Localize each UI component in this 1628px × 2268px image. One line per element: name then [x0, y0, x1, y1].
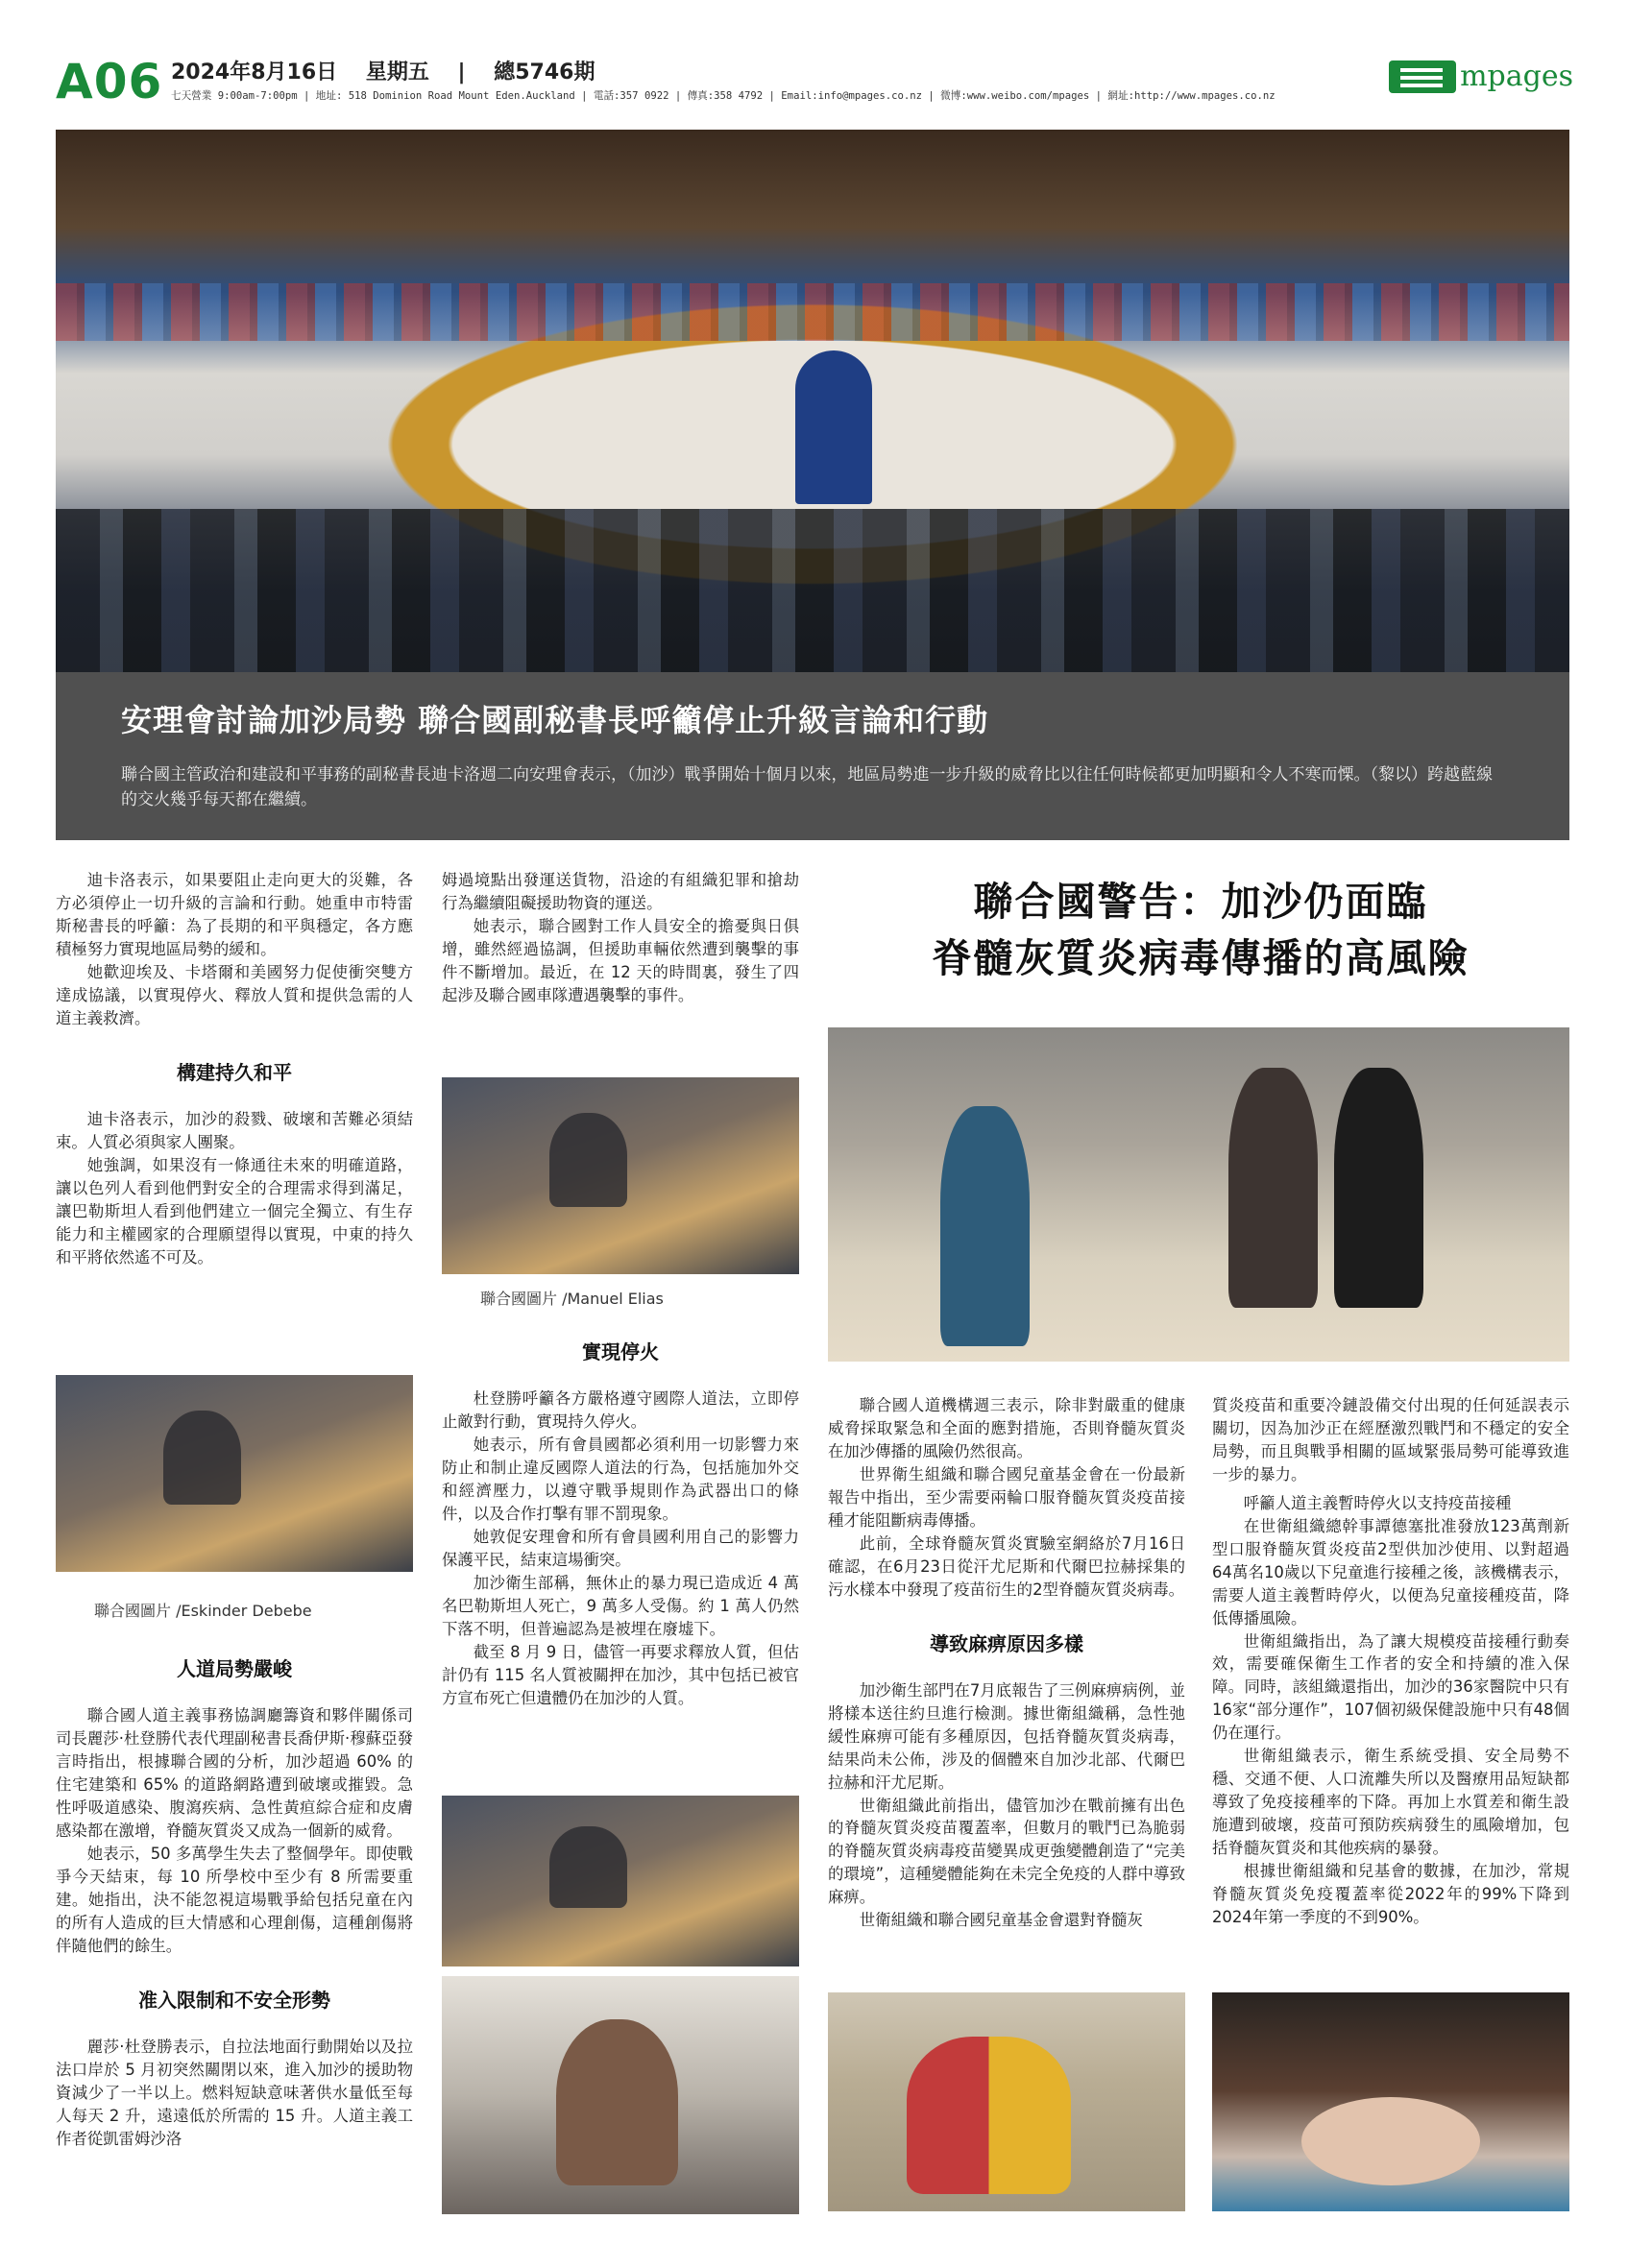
paragraph: 她表示，所有會員國都必須利用一切影響力來防止和制止違反國際人道法的行為，包括施加外交和經濟壓力，以遵守戰爭規則作為武器出口的條件，以及合作打擊有罪不罰現象。 [442, 1436, 799, 1523]
photo-un-official-speaking [442, 1077, 799, 1274]
article2-title [836, 874, 1566, 988]
brand-name: mpages [1460, 60, 1573, 93]
page-number: A06 [56, 54, 163, 109]
hero-photo-security-council [56, 130, 1569, 672]
article1-column1-top [56, 869, 413, 1269]
date-line [171, 56, 616, 85]
issue-weekday: 星期五 [365, 60, 429, 84]
article2-column3 [828, 1394, 1185, 1932]
paragraph: 杜登勝呼籲各方嚴格遵守國際人道法，立即停止敵對行動，實現持久停火。 [442, 1389, 799, 1432]
paragraph: 她敦促安理會和所有會員國利用自己的影響力保護平民，結束這場衝突。 [442, 1527, 799, 1569]
paragraph: 此前，全球脊髓灰質炎實驗室網絡於7月16日確認，在6月23日從汗尤尼斯和代爾巴拉赫採集的污水樣本中發現了疫苗衍生的2型脊髓灰質炎病毒。 [828, 1533, 1185, 1599]
photo-gaza-girls [828, 1992, 1185, 2211]
paragraph: 聯合國人道機構週三表示，除非對嚴重的健康威脅採取緊急和全面的應對措施，否則脊髓灰質炎在加沙傳播的風險仍然很高。 [828, 1396, 1185, 1460]
headline-banner [56, 672, 1569, 840]
photo-palestine-delegate [442, 1796, 799, 1966]
article2-title-line1: 聯合國警告：加沙仍面臨 [973, 879, 1428, 925]
photo-caption: 聯合國圖片 /Manuel Elias [480, 1290, 664, 1308]
hero-photo-delegates [56, 509, 1569, 672]
issue-number: 總5746期 [494, 60, 595, 84]
photo-gaza-displaced-family [828, 1027, 1569, 1362]
paragraph: 世衛組織指出，為了讓大規模疫苗接種行動奏效，需要確保衛生工作者的安全和持續的准入保障。同時，該組織還指出，加沙的36家醫院中只有16家“部分運作”，107個初級保健設施中只有48個仍在運行。 [1212, 1631, 1569, 1743]
subheading-ceasefire: 實現停火 [582, 1340, 659, 1363]
paragraph: 她歡迎埃及、卡塔爾和美國努力促使衝突雙方達成協議，以實現停火、釋放人質和提供急需的人道主義救濟。 [56, 962, 413, 1027]
article2-column4 [1212, 1394, 1569, 1929]
paragraph: 加沙衛生部門在7月底報告了三例麻痹病例，並將樣本送往約旦進行檢測。據世衛組織稱，急性弛緩性麻痹可能有多種原因，包括脊髓灰質炎病毒，結果尚未公佈，涉及的個體來自加沙北部、代爾巴拉赫和汗尤尼斯。 [828, 1680, 1185, 1792]
paragraph: 加沙衛生部稱，無休止的暴力現已造成近 4 萬名巴勒斯坦人死亡，9 萬多人受傷。約 1 萬人仍然下落不明，但普遍認為是被埋在廢墟下。 [442, 1573, 799, 1638]
paragraph: 麗莎·杜登勝表示，自拉法地面行動開始以及拉法口岸於 5 月初突然關閉以來，進入加沙的援助物資減少了一半以上。燃料短缺意味著供水量低至每人每天 2 升，遠遠低於所需的 15 升。人道主義工作者從凱雷姆沙洛 [56, 2037, 413, 2148]
paragraph: 迪卡洛表示，加沙的殺戮、破壞和苦難必須結束。人質必須與家人團聚。 [56, 1109, 413, 1151]
article1-column2-top [442, 869, 799, 1007]
paragraph: 在世衛組織總幹事譚德塞批准發放123萬劑新型口服脊髓灰質炎疫苗2型供加沙使用、以對超過64萬名10歲以下兒童進行接種之後，該機構表示，需要人道主義暫時停火，以便為兒童接種疫苗，降低傳播風險。 [1212, 1516, 1569, 1628]
date-separator: | [457, 60, 466, 84]
brand-logo [1389, 60, 1573, 93]
paragraph: 截至 8 月 9 日，儘管一再要求釋放人質，但估計仍有 115 名人質被關押在加沙，其中包括已被官方宣布死亡但遺體仍在加沙的人質。 [442, 1642, 799, 1707]
paragraph: 世衛組織和聯合國兒童基金會還對脊髓灰 [859, 1911, 1143, 1930]
photo-council-delegates [56, 1375, 413, 1572]
subheading-vaccination-pause: 呼籲人道主義暫時停火以支持疫苗接種 [1243, 1493, 1512, 1512]
subheading-humanitarian: 人道局勢嚴峻 [177, 1657, 292, 1680]
main-headline: 安理會討論加沙局勢 聯合國副秘書長呼籲停止升級言論和行動 [121, 702, 989, 738]
photo-child-vaccination [1212, 1992, 1569, 2211]
masthead [56, 46, 1573, 123]
lede-text: 聯合國主管政治和建設和平事務的副秘書長迪卡洛週二向安理會表示，（加沙）戰爭開始十個月以來，地區局勢進一步升級的威脅比以往任何時候都更加明顯和令人不寒而慄。（黎以）跨越藍線的交火幾乎每天都在繼續。 [121, 764, 1493, 809]
photo-injured-child [442, 1976, 799, 2214]
photo-caption: 聯合國圖片 /Eskinder Debebe [94, 1602, 312, 1620]
article1-column1-bottom [56, 1632, 413, 2151]
paragraph: 質炎疫苗和重要冷鏈設備交付出現的任何延誤表示關切，因為加沙正在經歷激烈戰鬥和不穩定的安全局勢，而且與戰爭相關的區域緊張局勢可能導致進一步的暴力。 [1212, 1396, 1569, 1484]
contact-info: 七天營業 9:00am-7:00pm | 地址: 518 Dominion Road Mount Eden.Auckland | 電話:357 0922 | 傳真:358 4792 | Email:info@mpages.co.nz | 微博:www.weibo.com/mpages | 網址:http://www.mpages.co.nz [171, 90, 1276, 102]
paragraph: 迪卡洛表示，如果要阻止走向更大的災難，各方必須停止一切升級的言論和行動。她重申市特雷斯秘書長的呼籲：為了長期的和平與穩定，各方應積極努力實現地區局勢的緩和。 [56, 871, 413, 958]
paragraph: 世界衛生組織和聯合國兒童基金會在一份最新報告中指出，至少需要兩輪口服脊髓灰質炎疫苗接種才能阻斷病毒傳播。 [828, 1464, 1185, 1530]
brand-mark-icon [1389, 60, 1456, 93]
paragraph: 根據世衛組織和兒基會的數據，在加沙，常規脊髓灰質炎免疫覆蓋率從2022年的99%下降到2024年第一季度的不到90%。 [1212, 1862, 1569, 1926]
hero-photo-seats [56, 283, 1569, 341]
paragraph: 她強調，如果沒有一條通往未來的明確道路，讓以色列人看到他們對安全的合理需求得到滿足，讓巴勒斯坦人看到他們建立一個完全獨立、有生存能力和主權國家的合理願望得以實現，中東的持久和平將依然遙不可及。 [56, 1155, 413, 1267]
issue-date: 2024年8月16日 [171, 60, 338, 84]
paragraph: 世衛組織表示，衛生系統受損、安全局勢不穩、交通不便、人口流離失所以及醫療用品短缺都導致了免疫接種率的下降。再加上水質差和衛生設施遭到破壞，疫苗可預防疾病發生的風險增加，包括脊髓灰質炎和其他疾病的暴發。 [1212, 1747, 1569, 1858]
paragraph: 她表示，50 多萬學生失去了整個學年。即使戰爭今天結束，每 10 所學校中至少有 8 所需要重建。她指出，決不能忽視這場戰爭給包括兒童在內的所有人造成的巨大情感和心理創傷，這種創傷將伴隨他們的餘生。 [56, 1844, 413, 1955]
subheading-access: 准入限制和不安全形勢 [138, 1988, 330, 2012]
paragraph: 她表示，聯合國對工作人員安全的擔憂與日俱增，雖然經過協調，但援助車輛依然遭到襲擊的事件不斷增加。最近，在 12 天的時間裏，發生了四起涉及聯合國車隊遭遇襲擊的事件。 [442, 916, 799, 1004]
article2-title-line2: 脊髓灰質炎病毒傳播的高風險 [932, 935, 1470, 982]
subheading-lasting-peace: 構建持久和平 [177, 1060, 292, 1084]
hero-photo-emblem [795, 350, 872, 504]
article1-column2-bottom [442, 1315, 799, 1710]
paragraph: 姆過境點出發運送貨物，沿途的有組織犯罪和搶劫行為繼續阻礙援助物資的運送。 [442, 871, 799, 912]
subheading-paralysis-causes: 導致麻痹原因多樣 [930, 1631, 1083, 1655]
paragraph: 聯合國人道主義事務協調廳籌資和夥伴關係司司長麗莎·杜登勝代表代理副秘書長喬伊斯·穆蘇亞發言時指出，根據聯合國的分析，加沙超過 60% 的住宅建築和 65% 的道路網路遭到破壞或摧毀。急性呼吸道感染、腹瀉疾病、急性黃疸綜合症和皮膚感染都在激增，脊髓灰質炎又成為一個新的威脅。 [56, 1706, 413, 1840]
paragraph: 世衛組織此前指出，儘管加沙在戰前擁有出色的脊髓灰質炎疫苗覆蓋率，但數月的戰鬥已為脆弱的脊髓灰質炎病毒疫苗變異成更強變體創造了“完美的環境”，這種變體能夠在未完全免疫的人群中導致麻痹。 [828, 1796, 1185, 1907]
